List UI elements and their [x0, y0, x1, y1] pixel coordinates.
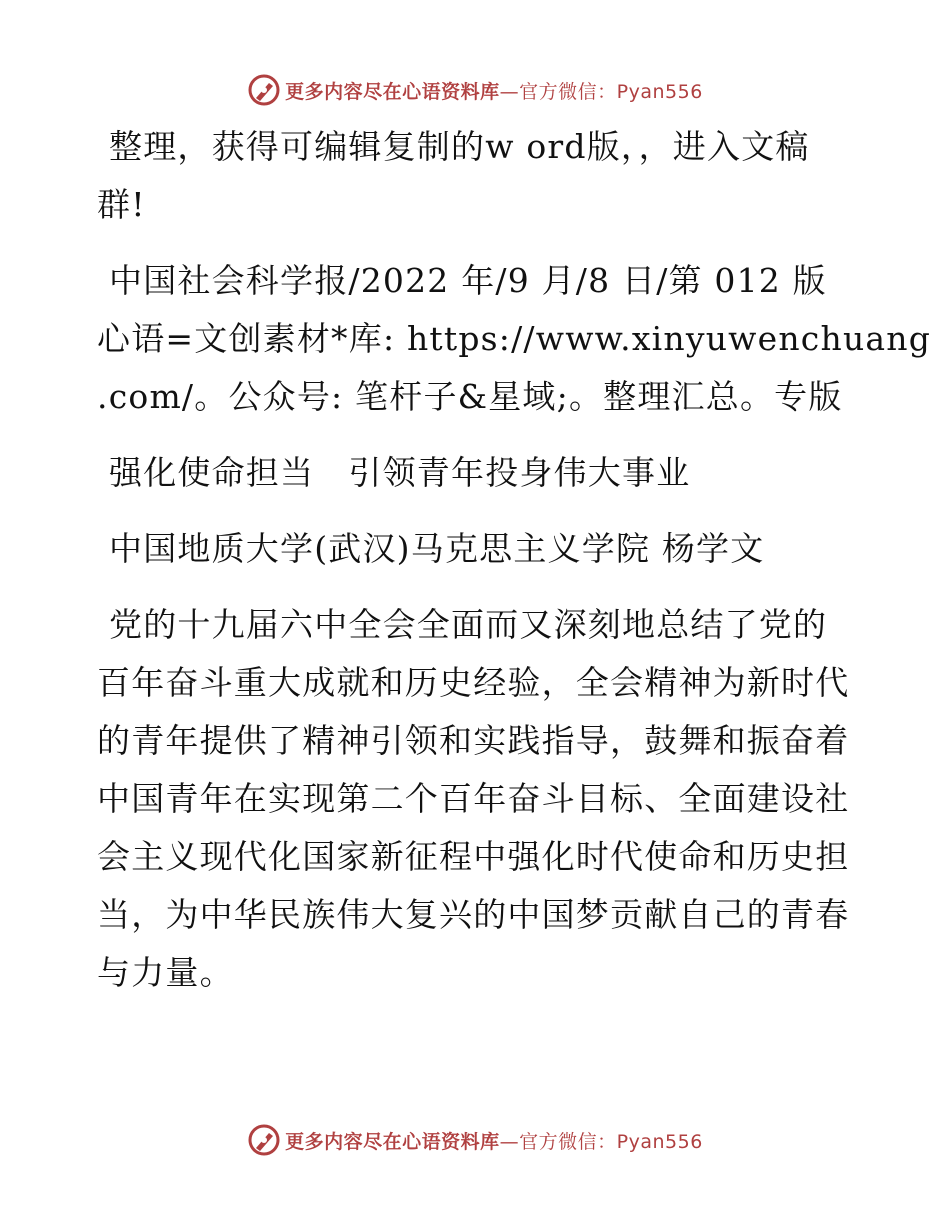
article-title-text: 强化使命担当 引领青年投身伟大事业 — [109, 453, 691, 492]
document-body — [97, 118, 932, 1020]
pen-logo-icon — [247, 1123, 281, 1157]
article-author-text: 中国地质大学(武汉)马克思主义学院 杨学文 — [109, 529, 765, 568]
body-line-7: 与力量。 — [97, 953, 234, 992]
body-line-4: 中国青年在实现第二个百年奋斗目标、全面建设社 — [97, 779, 850, 818]
body-line-2: 百年奋斗重大成就和历史经验，全会精神为新时代 — [97, 663, 850, 702]
source-paragraph — [97, 252, 932, 426]
article-body — [97, 596, 857, 1002]
body-line-1: 党的十九届六中全会全面而又深刻地总结了党的 — [109, 605, 828, 644]
banner-wechat: —官方微信：Pyan556 — [499, 80, 703, 103]
header-banner — [0, 70, 950, 110]
banner-title: 更多内容尽在心语资料库 — [285, 1130, 500, 1153]
footer-banner — [0, 1120, 950, 1160]
intro-line-2: 群! — [97, 185, 146, 224]
intro-line-1: 整理，获得可编辑复制的w ord版，，进入文稿 — [109, 127, 810, 166]
banner-wechat: —官方微信：Pyan556 — [499, 1130, 703, 1153]
body-line-3: 的青年提供了精神引领和实践指导，鼓舞和振奋着 — [97, 721, 850, 760]
body-line-5: 会主义现代化国家新征程中强化时代使命和历史担 — [97, 837, 850, 876]
article-title — [97, 444, 857, 502]
source-line-3: .com/。公众号: 笔杆子&星域;。整理汇总。专版 — [97, 377, 843, 416]
body-line-6: 当，为中华民族伟大复兴的中国梦贡献自己的青春 — [97, 895, 850, 934]
pen-logo-icon — [247, 73, 281, 107]
source-line-2: 心语=文创素材*库: https://www.xinyuwenchuang — [97, 319, 932, 358]
banner-title: 更多内容尽在心语资料库 — [285, 80, 500, 103]
article-author — [97, 520, 857, 578]
intro-paragraph — [97, 118, 857, 234]
source-line-1: 中国社会科学报/2022 年/9 月/8 日/第 012 版 — [109, 261, 827, 300]
